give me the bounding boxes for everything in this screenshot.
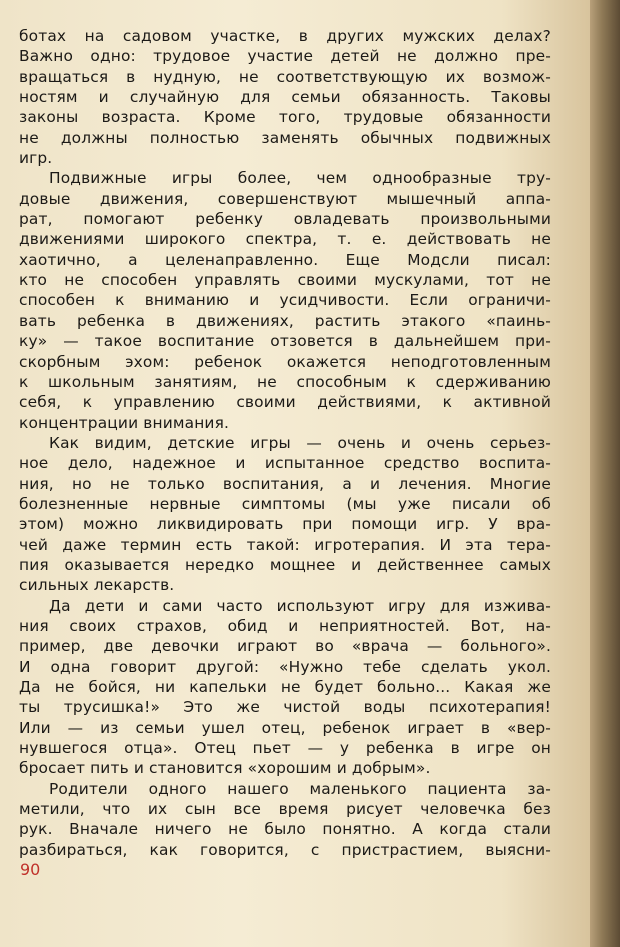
text-line: сильных лекарств. — [19, 576, 175, 595]
text-line: скорбным эхом: ребенок окажется неподготовленным — [19, 352, 551, 371]
text-line: ты трусишка!» Это же чистой воды психотерапия! — [19, 698, 551, 717]
text-line: концентрации внимания. — [19, 413, 230, 432]
text-line: ния, но не только воспитания, а и лечения. Многие — [19, 474, 551, 493]
text-line: метили, что их сын все время рисует человечка без — [19, 800, 551, 819]
text-line: рук. Вначале ничего не было понятно. А когда стали — [19, 820, 551, 839]
text-line: Как видим, детские игры — очень и очень серьез- — [49, 433, 551, 452]
text-line: законы возраста. Кроме того, трудовые обязанности — [19, 108, 551, 127]
text-line: рат, помогают ребенку овладевать произвольными — [19, 210, 551, 229]
text-line: движениями широкого спектра, т. е. действовать не — [19, 230, 551, 249]
text-line: бросает пить и становится «хорошим и добрым». — [19, 759, 431, 778]
text-line: довые движения, совершенствуют мышечный аппа- — [19, 189, 551, 208]
text-line: пия оказывается нередко мощнее и действеннее самых — [19, 555, 551, 574]
text-line: вать ребенка в движениях, растить этакого «паинь- — [19, 311, 551, 330]
text-line: ку» — такое воспитание отзовется в дальнейшем при- — [19, 332, 551, 351]
text-line: чей даже термин есть такой: игротерапия. И эта тера- — [19, 535, 551, 554]
page-number: 90 — [20, 860, 41, 879]
text-line: нувшегося отца». Отец пьет — у ребенка в игре он — [19, 739, 551, 758]
text-line: ботах на садовом участке, в других мужских делах? — [19, 27, 551, 45]
text-line: вращаться в нудную, не соответствующую их возмож- — [19, 67, 551, 86]
text-line: к школьным занятиям, не способным к сдерживанию — [19, 372, 551, 391]
text-line: ния своих страхов, обид и неприятностей. Вот, на- — [19, 616, 551, 635]
text-line: ное дело, надежное и испытанное средство воспита- — [19, 454, 551, 473]
text-line: Да не бойся, ни капельки не будет больно... Какая же — [19, 678, 551, 696]
text-line: болезненные нервные симптомы (мы уже писали об — [19, 494, 551, 513]
book-spine-edge — [590, 0, 620, 947]
text-line: Важно одно: трудовое участие детей не должно пре- — [19, 47, 551, 66]
text-line: не должны полностью заменять обычных подвижных — [19, 128, 551, 147]
text-line: игр. — [19, 149, 53, 168]
text-line: способен к вниманию и усидчивости. Если ограничи- — [19, 291, 551, 310]
text-line: кто не способен управлять своими мускулами, тот не — [19, 271, 551, 290]
text-line: себя, к управлению своими действиями, к активной — [19, 393, 551, 412]
text-line: Подвижные игры более, чем однообразные тру- — [49, 169, 551, 188]
text-line: этом) можно ликвидировать при помощи игр. У вра- — [19, 515, 551, 534]
text-line: хаотично, а целенаправленно. Еще Модсли писал: — [19, 250, 551, 269]
text-line: И одна говорит другой: «Нужно тебе сделать укол. — [19, 657, 551, 676]
text-line: пример, две девочки играют во «врача — больного». — [19, 637, 551, 656]
text-line: Да дети и сами часто используют игру для изжива- — [49, 596, 551, 615]
text-line: ностям и случайную для семьи обязанность. Таковы — [19, 88, 551, 107]
text-line: разбираться, как говорится, с пристрастием, выясни- — [19, 840, 551, 859]
text-line: Или — из семьи ушел отец, ребенок играет в «вер- — [19, 718, 551, 737]
text-line: Родители одного нашего маленького пациента за- — [49, 779, 551, 798]
body-text — [19, 26, 551, 860]
